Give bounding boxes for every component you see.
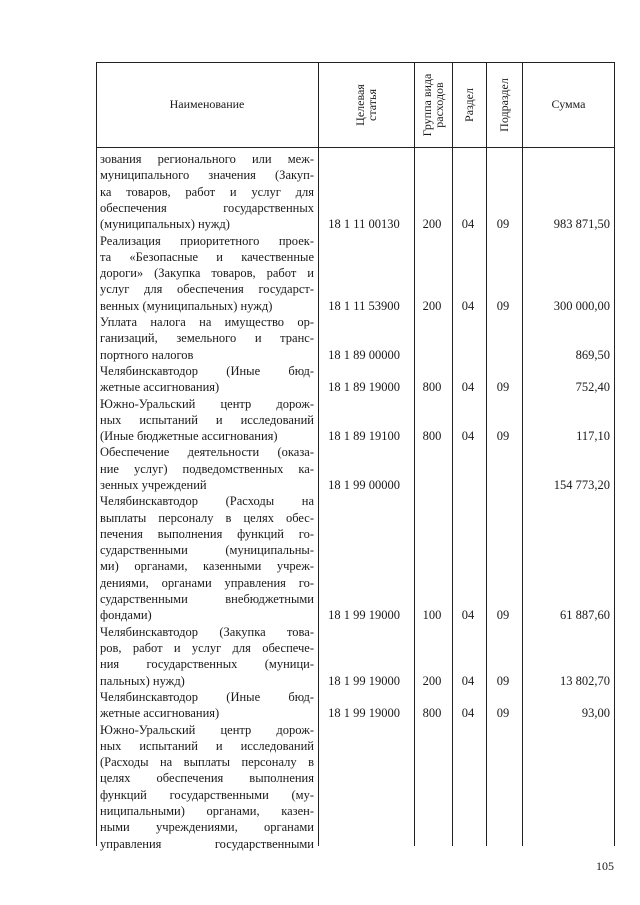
row-name [100, 624, 314, 689]
row-target-code: 18 1 99 19000 [328, 608, 400, 623]
row-expense-group: 100 [422, 608, 442, 623]
row-name-line: зования регионального или меж- [100, 152, 314, 166]
row-sum: 983 871,50 [553, 217, 610, 232]
table-row [96, 444, 615, 493]
row-target-code: 18 1 89 19100 [328, 429, 400, 444]
row-name [100, 493, 314, 623]
row-name [100, 396, 314, 445]
budget-table [96, 62, 615, 851]
row-name-line: Челябинскавтодор (Расходы на [100, 494, 314, 509]
row-name-line: ганизаций, земельного и транс- [100, 331, 314, 346]
row-name-line: функций государственными (му- [100, 787, 314, 802]
header-name-label: Наименование [169, 97, 245, 111]
row-target-code: 18 1 99 19000 [328, 706, 400, 721]
row-target-code: 18 1 11 00130 [328, 217, 400, 232]
row-subsection [486, 347, 520, 363]
row-name-line: жетные ассигнования) [100, 706, 220, 721]
row-section: 04 [461, 608, 475, 623]
row-name [100, 314, 314, 363]
row-section: 04 [461, 298, 475, 313]
header-subsection-label: Подраздел [497, 77, 511, 132]
row-subsection: 09 [496, 706, 510, 721]
row-name [100, 363, 314, 396]
row-subsection: 09 [496, 429, 510, 444]
row-expense-group: 200 [422, 298, 442, 313]
row-expense-group: 800 [422, 380, 442, 395]
page-number: 105 [596, 859, 614, 873]
row-expense-group [414, 347, 450, 363]
row-sum: 154 773,20 [553, 477, 610, 492]
row-subsection: 09 [496, 298, 510, 313]
row-name [100, 722, 314, 852]
row-expense-group: 800 [422, 429, 442, 444]
table-row [96, 493, 615, 623]
row-name-line: услуг для обеспечения государст- [100, 282, 314, 297]
row-sum: 117,10 [576, 429, 610, 444]
row-sum: 61 887,60 [560, 608, 610, 623]
row-name-line: выплаты персоналу в целях обес- [100, 510, 314, 525]
row-name-line: Челябинскавтодор (Иные бюд- [100, 363, 314, 378]
table-row [96, 363, 615, 396]
row-name [100, 151, 314, 232]
row-section: 04 [461, 429, 475, 444]
row-name-line: та «Безопасные и качественные [100, 249, 314, 264]
header-bottom-border [96, 147, 615, 148]
row-name-line: дениями, органами управления го- [100, 575, 314, 590]
row-name-line: венных (муниципальных) нужд) [100, 298, 273, 313]
row-name-line: ных испытаний и исследований [100, 738, 314, 753]
row-name-line: ными учреждениями, органами [100, 820, 314, 835]
table-row [96, 396, 615, 445]
row-sum: 13 802,70 [560, 673, 610, 688]
header-section [452, 62, 486, 147]
row-subsection: 09 [496, 217, 510, 232]
row-target-code: 18 1 89 19000 [328, 380, 400, 395]
row-sum: 869,50 [575, 347, 610, 362]
row-subsection: 09 [496, 608, 510, 623]
row-name-line: (Расходы на выплаты персоналу в [100, 755, 314, 770]
row-name-line: портного налогов [100, 347, 194, 362]
header-subsection [486, 62, 522, 147]
row-target-code: 18 1 11 53900 [328, 298, 400, 313]
table-top-border [96, 62, 615, 63]
row-name-line: ров, работ и услуг для обеспече- [100, 640, 314, 655]
row-target-code: 18 1 89 00000 [328, 347, 400, 362]
row-name-line: фондами) [100, 608, 152, 623]
row-subsection [486, 836, 520, 852]
row-target-code: 18 1 99 19000 [328, 673, 400, 688]
row-name [100, 444, 314, 493]
row-name-line: ми) органами, казенными учреж- [100, 559, 314, 574]
row-name-line: зенных учреждений [100, 477, 207, 492]
row-expense-group: 200 [422, 217, 442, 232]
table-row [96, 151, 615, 233]
row-name-line: Уплата налога на имущество ор- [100, 315, 314, 329]
row-name-line: Южно-Уральский центр дорож- [100, 396, 314, 411]
row-subsection: 09 [496, 673, 510, 688]
row-name-line: печения выполнения функций го- [100, 526, 314, 541]
row-name-line: ка товаров, работ и услуг для [100, 184, 314, 199]
row-sum: 93,00 [581, 706, 610, 721]
table-row [96, 233, 615, 315]
row-name-line: (Иные бюджетные ассигнования) [100, 429, 278, 444]
table-row [96, 624, 615, 689]
row-name-line: Обеспечение деятельности (оказа- [100, 445, 314, 460]
row-name-line: жетные ассигнования) [100, 380, 220, 395]
row-name-line: Челябинскавтодор (Закупка това- [100, 624, 314, 639]
row-target-code: 18 1 99 00000 [328, 477, 400, 492]
row-name-line: ния государственных (муници- [100, 657, 314, 672]
row-expense-group [414, 836, 450, 852]
row-name-line: сударственными (муниципальны- [100, 543, 314, 558]
row-name-line: Реализация приоритетного проек- [100, 233, 314, 248]
row-sum: 752,40 [575, 380, 610, 395]
row-section [452, 347, 484, 363]
header-target-label: Целевая статья [353, 83, 379, 126]
row-expense-group [414, 477, 450, 493]
table-row [96, 689, 615, 722]
row-subsection [486, 477, 520, 493]
row-name-line: (муниципальных) нужд) [100, 217, 230, 232]
table-row [96, 314, 615, 363]
header-sum-label: Сумма [551, 97, 586, 111]
header-group [414, 62, 452, 147]
row-name-line: муниципального значения (Закуп- [100, 168, 314, 183]
row-name-line: ных испытаний и исследований [100, 412, 314, 427]
header-section-label: Раздел [462, 87, 476, 122]
row-expense-group: 800 [422, 706, 442, 721]
row-subsection: 09 [496, 380, 510, 395]
row-sum: 300 000,00 [553, 298, 610, 313]
row-section: 04 [461, 217, 475, 232]
row-name-line: дороги» (Закупка товаров, работ и [100, 266, 314, 281]
row-name-line: целях обеспечения выполнения [100, 771, 314, 786]
row-name-line: пальных) нужд) [100, 673, 185, 688]
row-expense-group: 200 [422, 673, 442, 688]
row-name-line: обеспечения государственных [100, 200, 314, 215]
row-name-line: управления государственными [100, 836, 314, 851]
row-name [100, 233, 314, 314]
row-section [452, 477, 484, 493]
row-section: 04 [461, 673, 475, 688]
row-section [452, 836, 484, 852]
table-row [96, 722, 615, 852]
header-target [318, 62, 414, 147]
row-section: 04 [461, 706, 475, 721]
row-target-code [318, 836, 410, 852]
header-group-label: Группа вида расходов [420, 73, 446, 136]
row-name-line: сударственными внебюджетными [100, 592, 314, 607]
row-name-line: Челябинскавтодор (Иные бюд- [100, 689, 314, 704]
row-name [100, 689, 314, 722]
row-name-line: ние услуг) подведомственных ка- [100, 461, 314, 476]
row-name-line: Южно-Уральский центр дорож- [100, 722, 314, 737]
row-sum [522, 836, 610, 852]
header-name [96, 62, 318, 147]
row-name-line: ниципальными) органами, казен- [100, 803, 314, 818]
header-sum [522, 62, 615, 147]
row-section: 04 [461, 380, 475, 395]
